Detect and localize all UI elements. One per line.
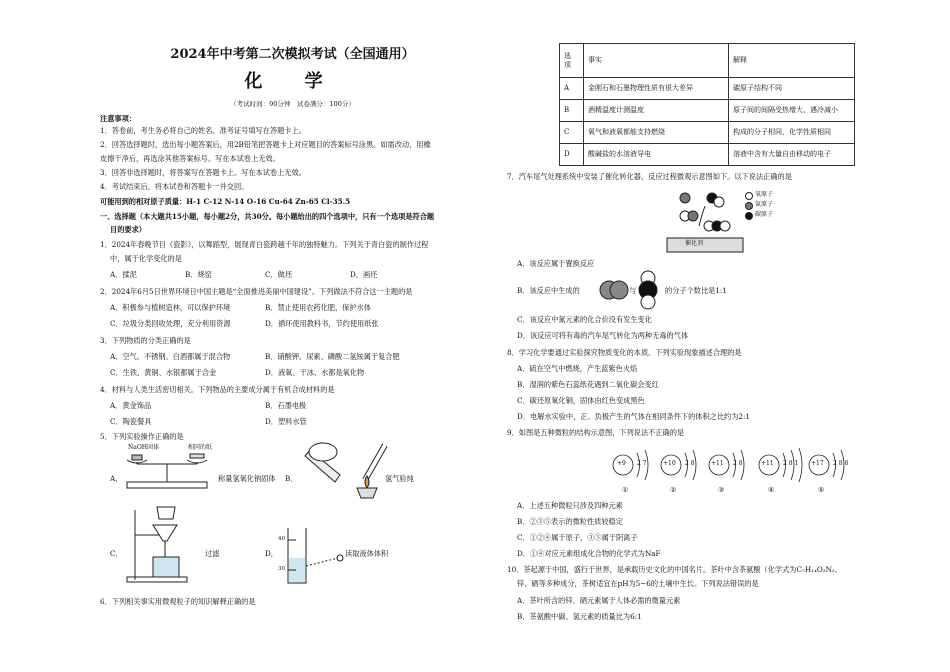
q1-option-c: C．做坯 [265,270,293,279]
note-4: 4．考试结束后，将本试卷和答题卡一并交回。 [100,182,249,191]
table-row [560,144,855,166]
q5-option-d-letter: D． [265,549,278,558]
table-cell: 氧气和液氧都能支持燃烧 [584,122,729,144]
table-row [560,122,855,144]
note-2b: 皮擦干净后，再选涂其他答案标号。写在本试卷上无效。 [100,154,280,163]
table-cell: 酸碱盐的水溶液导电 [584,144,729,166]
q5-option-c-letter: C． [110,549,123,558]
particle-5-shells: 2 8 8 [833,460,849,467]
q1-stem: 1．2024年春晚节目《瓷影》，以舞蹈型，展现青白瓷跨越千年的独特魅力。下列关于青白瓷的制作过程 [100,240,429,249]
q1-option-a: A．揉泥 [110,270,137,279]
hydrogen-test-figure [295,440,445,500]
particle-4-label: ④ [768,486,775,494]
q10-stem-cont: 锌、硒等多种成分，茶树适宜在pH为5~6的土壤中生长。下列说法错误的是 [517,579,759,588]
cylinder-tick-30: 30 [278,566,285,572]
particle-1-label: ① [622,486,629,494]
table-cell: C [560,122,584,144]
exam-title: 2024年中考第二次模拟考试（全国通用） [170,47,415,62]
section-1-heading-cont: 目的要求） [110,225,146,234]
molecule-co2-icon [635,270,665,310]
particle-3-shells: 2 8 [733,460,743,467]
q4-option-a: A．黄金饰品 [110,401,152,410]
note-3: 3．回答非选择题时，将答案写在答题卡上。写在本试卷上无效。 [100,168,306,177]
particle-4-shells: 2 8 1 [783,460,799,467]
q7-option-d: D．该反应可将有毒的汽车尾气转化为两种无毒的气体 [517,331,689,340]
q9-option-c: C．①②④属于原子，③⑤属于阴离子 [517,533,638,542]
q8-option-d: D．电解水实验中，正、负极产生的气体在相同条件下的体积之比约为2:1 [517,412,750,421]
particle-1-nucleus: +9 [617,460,626,467]
q9-option-d: D．①④对应元素组成化合物的化学式为NaF [517,549,661,558]
q2-option-a: A．积极参与植树造林，可以保护环境 [110,303,231,312]
q5-option-b-letter: B． [285,474,298,483]
legend-carbon: 碳原子 [755,211,774,218]
table-cell: 碳原子结构不同 [729,78,855,100]
q10-option-a: A．茶叶所含的锌、硒元素属于人体必需的微量元素 [517,596,681,605]
q10-option-b: B．茶氨酸中碳、氢元素的质量比为6:1 [517,612,642,621]
table-cell: A [560,78,584,100]
particle-1-shells: 2 7 [637,460,647,467]
q3-option-a: A．空气、不锈钢、白酒都属于混合物 [110,352,231,361]
table-header-row [560,44,855,78]
q5-stem: 5．下列实验操作正确的是 [100,432,184,441]
q4-option-c: C．陶瓷餐具 [110,417,152,426]
q5-option-a-letter: A． [110,474,123,483]
q6-stem: 6．下列相关事实用微观粒子的知识解释正确的是 [100,597,256,606]
particle-5-label: ⑤ [818,486,825,494]
q8-option-b: B．湿润的紫色石蕊纸花遇到二氧化碳会变红 [517,380,659,389]
q10-stem: 10．茶起源于中国，盛行于世界，是承载历史文化的中国名片。茶叶中含茶氨酸（化学式为C₇H₁₄O₃N₂、 [507,565,843,574]
q8-option-c: C．碳还原氧化铜，固体由红色变成黑色 [517,396,645,405]
particle-2-shells: 2 8 [685,460,695,467]
q2-option-b: B．禁止使用农药化肥，保护水体 [265,303,371,312]
table-cell: B [560,100,584,122]
table-cell: 金刚石和石墨物理性质有很大差异 [584,78,729,100]
q5-a-naoh-label: NaOH固体 [128,444,159,451]
q8-stem: 8．学习化学要通过实验探究物质变化的本质。下列实验现象描述合理的是 [507,348,742,357]
particle-3-nucleus: +11 [711,460,724,467]
table-cell: 构成的分子相同，化学性质相同 [729,122,855,144]
table-header-cell: 选 项 [560,44,584,78]
molecule-n2-icon [597,272,633,308]
q4-option-b: B．石墨电极 [265,401,307,410]
particle-5-nucleus: +17 [811,460,824,467]
balance-figure [122,452,212,492]
q1-option-b: B．烧窑 [185,270,212,279]
q3-option-c: C．生铁、黄铜、水银都属于合金 [110,368,217,377]
table-header-cell: 解释 [729,44,855,78]
q9-option-b: B．②③⑤表示的微粒性质较稳定 [517,517,623,526]
notes-heading: 注意事项： [100,114,136,123]
q4-stem: 4．材料与人类生活密切相关。下列物品的主要成分属于有机合成材料的是 [100,385,335,394]
q2-option-d: D．循环使用教科书，节约使用纸张 [265,319,379,328]
subject-title: 化 学 [244,71,341,92]
q3-stem: 3．下列物质的分类正确的是 [100,336,191,345]
table-header-cell: 事实 [584,44,729,78]
q7-option-c: C．该反应中氮元素的化合价没有发生变化 [517,315,652,324]
note-2: 2．回答选择题时，选出每小题答案后，用2B铅笔把答题卡上对应题目的答案标号涂黑。如需改动，用橡 [100,140,431,149]
particle-2-nucleus: +10 [663,460,676,467]
table-cell: D [560,144,584,166]
cylinder-tick-40: 40 [278,536,285,542]
q7-option-b-part1: B．该反应中生成的 [517,286,580,295]
q3-option-d: D．液氧、干冰、水都是氧化物 [265,368,365,377]
q7-option-a: A．该反应属于置换反应 [517,259,595,268]
section-1-heading: 一、选择题（本大题共15小题，每小题2分，共30分。每小题给出的四个选项中，只有一个选项是符合题 [100,212,435,221]
q2-option-c: C．垃圾分类回收处理，充分利用资源 [110,319,231,328]
exam-info: （考试时间：90分钟 试卷满分：100分） [230,100,355,108]
q9-option-a: A．上述五种微粒只涉及四种元素 [517,501,623,510]
atomic-masses: 可能用到的相对原子质量：H-1 C-12 N-14 O-16 Cu-64 Zn-65 Cl-35.5 [100,197,351,206]
q6-table [559,43,855,166]
q5-a-paper-label: 相同的纸 [188,444,213,451]
q7-stem: 7．汽车尾气处理系统中安装了催化转化器，反应过程微观示意图如下。以下说法正确的是 [507,172,792,181]
q5-a-caption: 称量氢氧化钠固体 [218,474,276,483]
table-cell: 原子间的间隔受热增大、遇冷减小 [729,100,855,122]
graduated-cylinder-figure [278,528,348,588]
q8-option-a: A．硫在空气中燃烧，产生蓝紫色火焰 [517,364,638,373]
particle-4-nucleus: +11 [761,460,774,467]
table-row [560,100,855,122]
q2-stem: 2．2024年6月5日世界环境日中国主题是“全面推进美丽中国建设”。下列做法不符合这一主题的是 [100,287,413,296]
q1-option-d: D．画坯 [350,270,378,279]
filtration-figure [125,505,195,585]
q4-option-d: D．塑料水管 [265,417,307,426]
table-row [560,78,855,100]
table-cell: 溶液中含有大量自由移动的电子 [729,144,855,166]
q9-stem: 9．如图是五种微粒的结构示意图，下列说法不正确的是 [507,428,685,437]
legend-oxygen: 氧原子 [755,191,774,198]
q7-option-b-part2: 与 [629,286,637,295]
q5-d-caption: 读取液体体积 [345,549,389,558]
q7-option-b-part3: 的分子个数比是1:1 [665,286,727,295]
particle-2-label: ② [670,486,677,494]
catalyst-label: 催化剂 [685,240,704,247]
note-1: 1．答卷前，考生务必将自己的姓名、准考证号填写在答题卡上。 [100,126,306,135]
q3-option-b: B．硝酸钾、尿素、磷酸二氢铵属于复合肥 [265,352,400,361]
q5-c-caption: 过滤 [205,549,220,558]
legend-nitrogen: 氮原子 [755,201,774,208]
q5-b-caption: 氢气验纯 [385,474,414,483]
particle-3-label: ③ [718,486,725,494]
table-cell: 酒精温度计测温度 [584,100,729,122]
q1-stem-cont: 中，属于化学变化的是 [110,254,182,263]
